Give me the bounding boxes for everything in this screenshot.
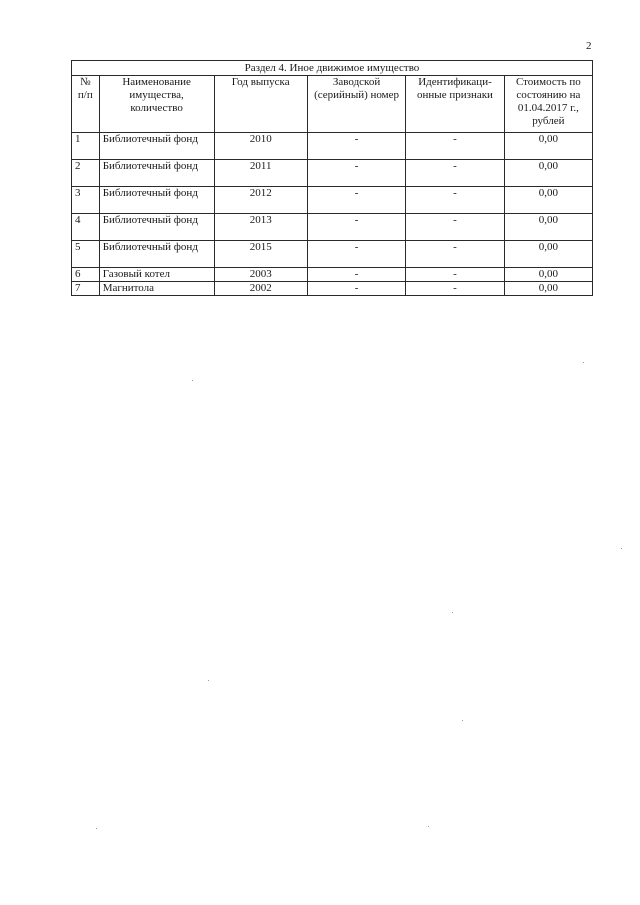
cell-number: 5 (72, 241, 100, 268)
cell-cost: 0,00 (504, 268, 592, 282)
cell-year: 2003 (214, 268, 307, 282)
cell-year: 2015 (214, 241, 307, 268)
scan-speck (96, 828, 97, 829)
cell-number: 4 (72, 214, 100, 241)
cell-serial: - (307, 187, 405, 214)
cell-serial: - (307, 133, 405, 160)
column-header-year: Год выпуска (214, 76, 307, 133)
cell-serial: - (307, 282, 405, 296)
cell-name: Библиотечный фонд (99, 160, 214, 187)
cell-cost: 0,00 (504, 241, 592, 268)
cell-identification: - (406, 268, 504, 282)
scan-speck (462, 720, 463, 721)
cell-serial: - (307, 214, 405, 241)
cell-serial: - (307, 268, 405, 282)
cell-cost: 0,00 (504, 282, 592, 296)
table-row (72, 282, 593, 296)
cell-identification: - (406, 187, 504, 214)
property-table (71, 60, 593, 296)
table-row (72, 187, 593, 214)
cell-name: Библиотечный фонд (99, 187, 214, 214)
scan-speck (428, 826, 429, 827)
column-header-name: Наименование имущества, количество (99, 76, 214, 133)
cell-number: 6 (72, 268, 100, 282)
scan-speck (208, 680, 209, 681)
column-header-cost: Стоимость по состоянию на 01.04.2017 г., рублей (504, 76, 592, 133)
section-title: Раздел 4. Иное движимое имущество (72, 61, 593, 76)
cell-identification: - (406, 241, 504, 268)
cell-name: Магнитола (99, 282, 214, 296)
cell-serial: - (307, 241, 405, 268)
table-row (72, 241, 593, 268)
header-row (72, 76, 593, 133)
cell-identification: - (406, 133, 504, 160)
cell-number: 3 (72, 187, 100, 214)
column-header-number: № п/п (72, 76, 100, 133)
scan-speck (192, 380, 193, 381)
cell-identification: - (406, 214, 504, 241)
cell-serial: - (307, 160, 405, 187)
cell-number: 7 (72, 282, 100, 296)
cell-year: 2002 (214, 282, 307, 296)
cell-cost: 0,00 (504, 160, 592, 187)
cell-name: Библиотечный фонд (99, 133, 214, 160)
table-row (72, 133, 593, 160)
page-number: 2 (586, 40, 592, 52)
scan-speck (583, 362, 584, 363)
cell-cost: 0,00 (504, 133, 592, 160)
cell-year: 2010 (214, 133, 307, 160)
table-row (72, 214, 593, 241)
cell-number: 2 (72, 160, 100, 187)
scan-speck (621, 548, 622, 549)
cell-year: 2011 (214, 160, 307, 187)
table-body (72, 133, 593, 296)
table-row (72, 160, 593, 187)
column-header-serial: Заводской (серийный) номер (307, 76, 405, 133)
table-row (72, 268, 593, 282)
cell-year: 2013 (214, 214, 307, 241)
cell-year: 2012 (214, 187, 307, 214)
cell-name: Библиотечный фонд (99, 214, 214, 241)
cell-identification: - (406, 282, 504, 296)
section-title-row (72, 61, 593, 76)
scan-speck (452, 612, 453, 613)
cell-cost: 0,00 (504, 214, 592, 241)
column-header-identification: Идентификаци-онные признаки (406, 76, 504, 133)
cell-cost: 0,00 (504, 187, 592, 214)
cell-identification: - (406, 160, 504, 187)
cell-name: Библиотечный фонд (99, 241, 214, 268)
cell-number: 1 (72, 133, 100, 160)
cell-name: Газовый котел (99, 268, 214, 282)
